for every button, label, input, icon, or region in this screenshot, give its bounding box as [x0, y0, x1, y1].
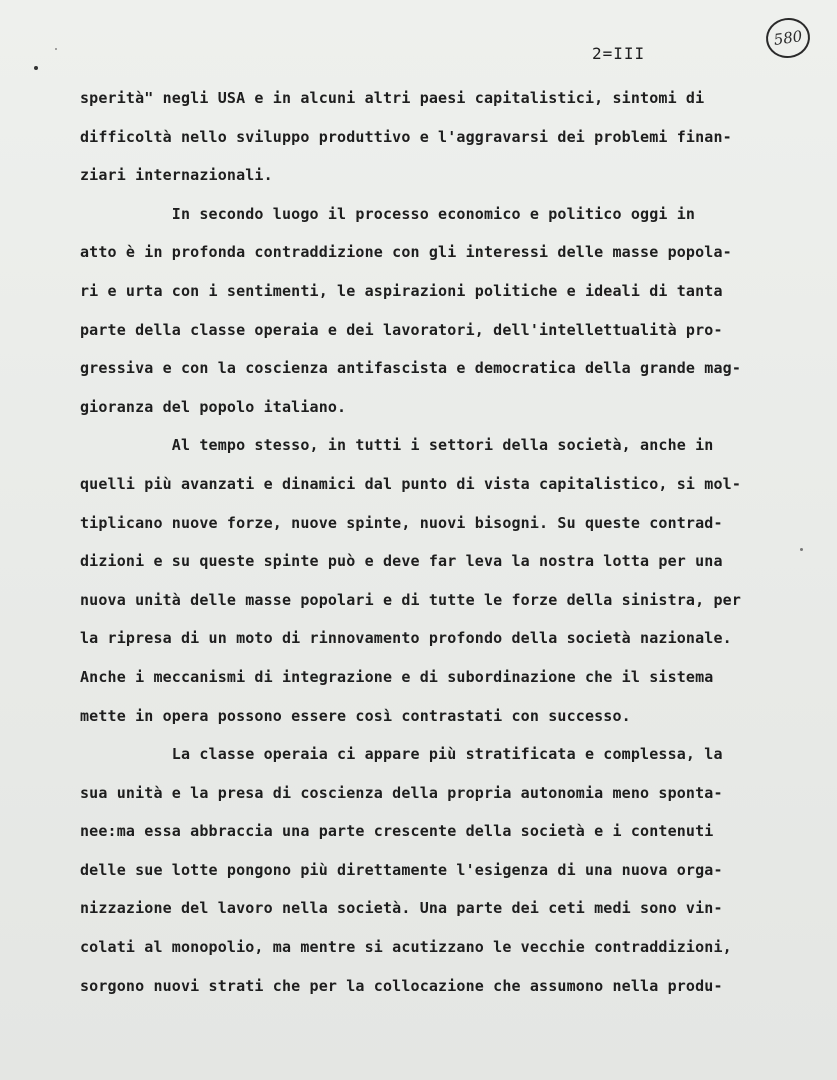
- text-line: gioranza del popolo italiano.: [80, 397, 347, 416]
- text-line: tiplicano nuove forze, nuove spinte, nuovi bisogni. Su queste contrad-: [80, 513, 723, 532]
- text-line: Anche i meccanismi di integrazione e di subordinazione che il sistema: [80, 667, 714, 686]
- text-line: nuova unità delle masse popolari e di tutte le forze della sinistra, per: [80, 590, 742, 609]
- text-line: colati al monopolio, ma mentre si acutizzano le vecchie contraddizioni,: [80, 938, 732, 957]
- text-line: sua unità e la presa di coscienza della propria autonomia meno sponta-: [80, 783, 723, 802]
- text-line: sperità" negli USA e in alcuni altri paesi capitalistici, sintomi di: [80, 89, 705, 107]
- text-line: difficoltà nello sviluppo produttivo e l'aggravarsi dei problemi finan-: [80, 127, 732, 146]
- ink-speck: [55, 48, 57, 50]
- text-line: mette in opera possono essere così contrastati con successo.: [80, 706, 631, 725]
- text-line: Al tempo stesso, in tutti i settori della società, anche in: [80, 436, 714, 455]
- text-line: In secondo luogo il processo economico e politico oggi in: [80, 204, 696, 223]
- text-line: atto è in profonda contraddizione con gli interessi delle masse popola-: [80, 243, 732, 262]
- text-line: nee:ma essa abbraccia una parte crescente della società e i contenuti: [80, 822, 714, 841]
- text-line: dizioni e su queste spinte può e deve far leva la nostra lotta per una: [80, 552, 723, 571]
- page-number: 2=III: [592, 44, 646, 63]
- text-line: gressiva e con la coscienza antifascista e democratica della grande mag-: [80, 359, 742, 378]
- text-line: quelli più avanzati e dinamici dal punto di vista capitalistico, si mol-: [80, 474, 742, 493]
- text-line: sorgono nuovi strati che per la collocazione che assumono nella produ-: [80, 976, 723, 995]
- text-line: la ripresa di un moto di rinnovamento profondo della società nazionale.: [80, 629, 732, 648]
- archive-stamp-number: 580: [763, 15, 812, 61]
- ink-speck: [34, 66, 38, 70]
- typed-text-body: [80, 79, 820, 1005]
- text-line: La classe operaia ci appare più stratificata e complessa, la: [80, 745, 723, 764]
- text-line: parte della classe operaia e dei lavoratori, dell'intellettualità pro-: [80, 320, 723, 339]
- text-line: nizzazione del lavoro nella società. Una parte dei ceti medi sono vin-: [80, 899, 723, 918]
- text-line: ziari internazionali.: [80, 166, 273, 185]
- text-line: ri e urta con i sentimenti, le aspirazioni politiche e ideali di tanta: [80, 281, 723, 300]
- text-line: delle sue lotte pongono più direttamente l'esigenza di una nuova orga-: [80, 860, 723, 879]
